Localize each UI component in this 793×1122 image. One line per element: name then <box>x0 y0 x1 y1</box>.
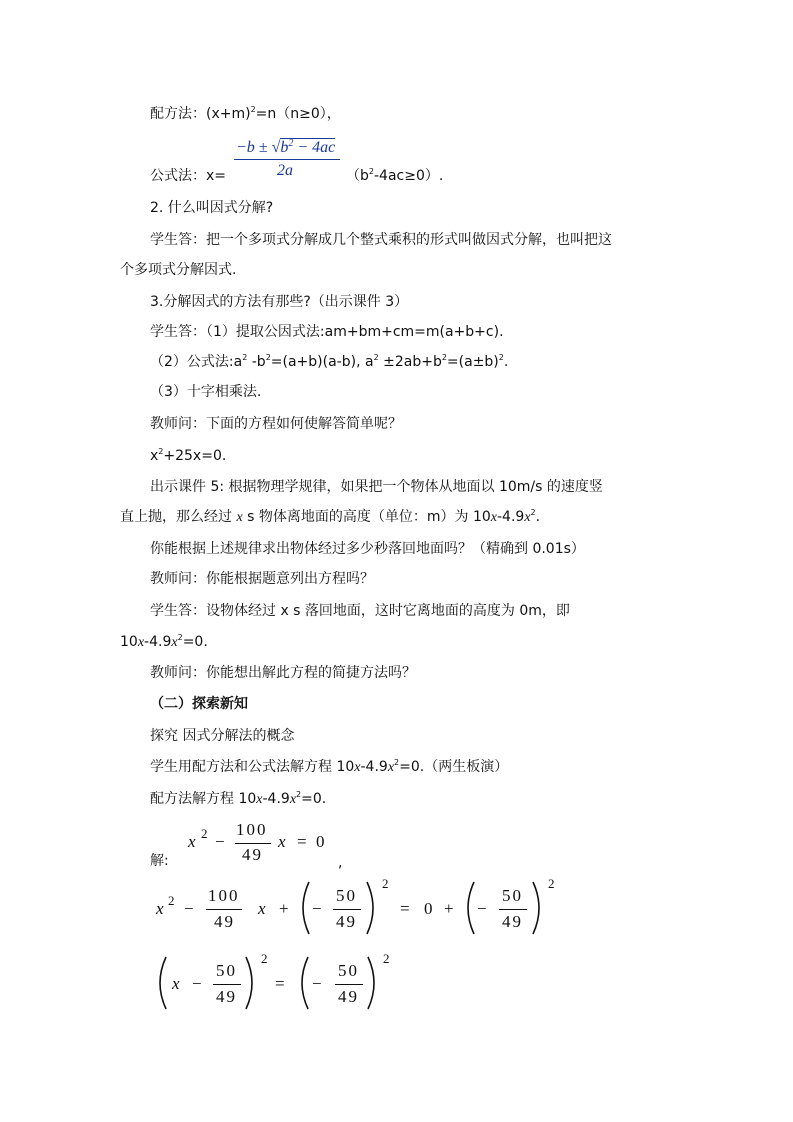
eq1-zero: 0 <box>316 832 325 851</box>
superscript: 2 <box>498 353 504 362</box>
eq3-right-numerator: 50 <box>338 961 359 980</box>
eq1-x2: x <box>278 832 286 851</box>
slide5-line-2 <box>120 507 540 528</box>
text: . <box>535 509 541 525</box>
eq2-paren-numerator: 50 <box>336 886 357 905</box>
eq2-right-sup: 2 <box>548 876 555 891</box>
slide5-line-1: 出示课件 5: 根据物理学规律，如果把一个物体从地面以 10m/s 的速度竖 <box>150 479 603 495</box>
eq3-right-denominator: 49 <box>338 987 359 1006</box>
formula-condition <box>346 166 443 186</box>
eq2-paren-denominator: 49 <box>336 912 357 931</box>
eq1-x: x <box>188 832 196 851</box>
variable: x <box>354 760 361 775</box>
eq3-x: x <box>172 974 180 993</box>
eq2-minus: − <box>184 899 194 918</box>
variable: x <box>387 760 395 775</box>
variable: x <box>289 792 297 807</box>
eq2-right-denominator: 49 <box>502 912 523 931</box>
eq3-right-minus: − <box>312 974 322 993</box>
teacher-question-1: 教师问：下面的方程如何使解答简单呢？ <box>150 416 402 432</box>
text: =(a+b)(a-b), a <box>270 354 374 370</box>
eq2-sup: 2 <box>168 893 175 908</box>
answer-line-2: 个多项式分解因式. <box>120 262 237 278</box>
text: =0.（两生板演） <box>399 759 509 775</box>
answer-method-2 <box>150 352 508 372</box>
text: （2）公式法:a <box>150 354 243 370</box>
answer-method-1: 学生答：（1）提取公因式法:am+bm+cm=m(a+b+c). <box>150 324 504 340</box>
text: s 物体离地面的高度（单位：m）为 10 <box>242 509 491 525</box>
eq1-sup: 2 <box>201 826 208 841</box>
eq2-plus2: + <box>444 899 454 918</box>
question-factorization: 2. 什么叫因式分解? <box>150 200 274 216</box>
left-paren <box>462 880 476 936</box>
text: ±2ab+b <box>378 354 442 370</box>
answer-line-1: 学生答：把一个多项式分解成几个整式乘积的形式叫做因式分解，也叫把这 <box>150 232 612 248</box>
variable: x <box>236 510 243 525</box>
text: . <box>503 354 509 370</box>
text: =(a±b) <box>446 354 499 370</box>
superscript: 2 <box>265 353 271 362</box>
quadratic-formula-label: 公式法：x= <box>150 168 227 184</box>
variable: x <box>137 635 145 650</box>
text: =0. <box>301 791 327 807</box>
eq3-numerator: 50 <box>216 961 237 980</box>
eq3-minus: − <box>192 974 202 993</box>
text: （b <box>346 168 369 184</box>
eq3-right-sup: 2 <box>383 951 390 966</box>
eq2-x2: x <box>258 899 266 918</box>
superscript: 2 <box>296 790 302 799</box>
section-heading: （二）探索新知 <box>150 696 248 712</box>
text: b <box>280 139 289 156</box>
variable: x <box>524 510 531 525</box>
text: -4.9 <box>144 634 172 650</box>
eq2-denominator: 49 <box>214 912 235 931</box>
superscript: 2 <box>250 105 256 114</box>
text: −b ± <box>236 139 272 156</box>
equation-line <box>150 446 226 466</box>
variable: x <box>171 635 178 650</box>
completing-square-line <box>150 104 341 124</box>
eq2-paren-fraction-bar <box>333 909 361 910</box>
text: -b <box>247 354 266 370</box>
right-paren <box>244 955 258 1011</box>
eq1-fraction-bar <box>235 843 271 844</box>
text: =n（n≥0）， <box>255 106 341 122</box>
eq2-fraction-bar <box>206 909 242 910</box>
solution-label: 解: <box>150 853 169 869</box>
eq1-denominator: 49 <box>242 845 263 864</box>
superscript: 2 <box>368 167 374 176</box>
text: x <box>150 448 159 464</box>
eq3-left-sup: 2 <box>261 951 268 966</box>
left-paren <box>297 880 311 936</box>
eq2-zero: 0 <box>424 899 433 918</box>
teacher-question-3: 教师问：你能想出解此方程的简捷方法吗？ <box>150 665 416 681</box>
superscript: 2 <box>242 353 248 362</box>
superscript: 2 <box>373 353 379 362</box>
left-paren <box>154 955 168 1011</box>
text: -4ac≥0）. <box>373 168 444 184</box>
left-paren <box>296 955 310 1011</box>
completing-square-heading <box>150 789 326 810</box>
board-work-line <box>150 757 508 778</box>
superscript: 2 <box>530 508 536 517</box>
text: =0. <box>182 634 208 650</box>
eq2-right-fraction-bar <box>499 909 527 910</box>
eq2-plus: + <box>279 899 289 918</box>
eq3-fraction-bar <box>213 984 241 985</box>
eq1-minus: − <box>215 832 225 851</box>
superscript: 2 <box>394 758 400 767</box>
eq2-equals: = <box>400 899 410 918</box>
text: 10 <box>120 634 138 650</box>
right-paren <box>366 955 380 1011</box>
question-time: 你能根据上述规律求出物体经过多少秒落回地面吗？（精确到 0.01s） <box>150 541 585 557</box>
text: -4.9 <box>497 509 525 525</box>
teacher-question-2: 教师问：你能根据题意列出方程吗？ <box>150 571 374 587</box>
text: − 4ac <box>293 139 336 156</box>
eq2-numerator: 100 <box>208 886 240 905</box>
variable: x <box>256 792 263 807</box>
text: -4.9 <box>262 791 290 807</box>
eq2-right-numerator: 50 <box>502 886 523 905</box>
eq3-right-fraction-bar <box>335 984 363 985</box>
superscript: 2 <box>158 447 164 456</box>
text: +25x=0. <box>163 448 227 464</box>
text: 直上抛，那么经过 <box>120 509 237 525</box>
eq1-equals: = <box>297 832 307 851</box>
superscript: 2 <box>441 353 447 362</box>
radicand <box>280 138 335 156</box>
text: 配方法：(x+m) <box>150 106 251 122</box>
eq2-right-minus: − <box>477 899 487 918</box>
variable: x <box>490 510 497 525</box>
question-methods: 3.分解因式的方法有那些?（出示课件 3） <box>150 294 409 310</box>
eq1-numerator: 100 <box>236 820 268 839</box>
formula-numerator <box>236 138 335 157</box>
student-answer-line-2 <box>120 632 208 653</box>
formula-denominator: 2a <box>277 162 293 179</box>
answer-method-3: （3）十字相乘法. <box>150 384 262 400</box>
explore-heading: 探究 因式分解法的概念 <box>150 728 295 744</box>
right-paren <box>531 880 545 936</box>
eq2-paren-minus: − <box>312 899 322 918</box>
fraction-bar <box>234 159 340 160</box>
eq3-denominator: 49 <box>216 987 237 1006</box>
text: 配方法解方程 10 <box>150 791 257 807</box>
student-answer-line-1: 学生答：设物体经过 x s 落回地面，这时它离地面的高度为 0m，即 <box>150 603 570 619</box>
eq2-x: x <box>156 899 164 918</box>
eq1-comma: , <box>338 855 343 871</box>
superscript: 2 <box>177 633 183 642</box>
text: 学生用配方法和公式法解方程 10 <box>150 759 355 775</box>
right-paren <box>365 880 379 936</box>
eq3-equals: = <box>275 974 285 993</box>
text: -4.9 <box>360 759 388 775</box>
sqrt-icon: √ <box>271 139 281 156</box>
eq2-paren-sup: 2 <box>382 876 389 891</box>
superscript: 2 <box>288 138 294 149</box>
